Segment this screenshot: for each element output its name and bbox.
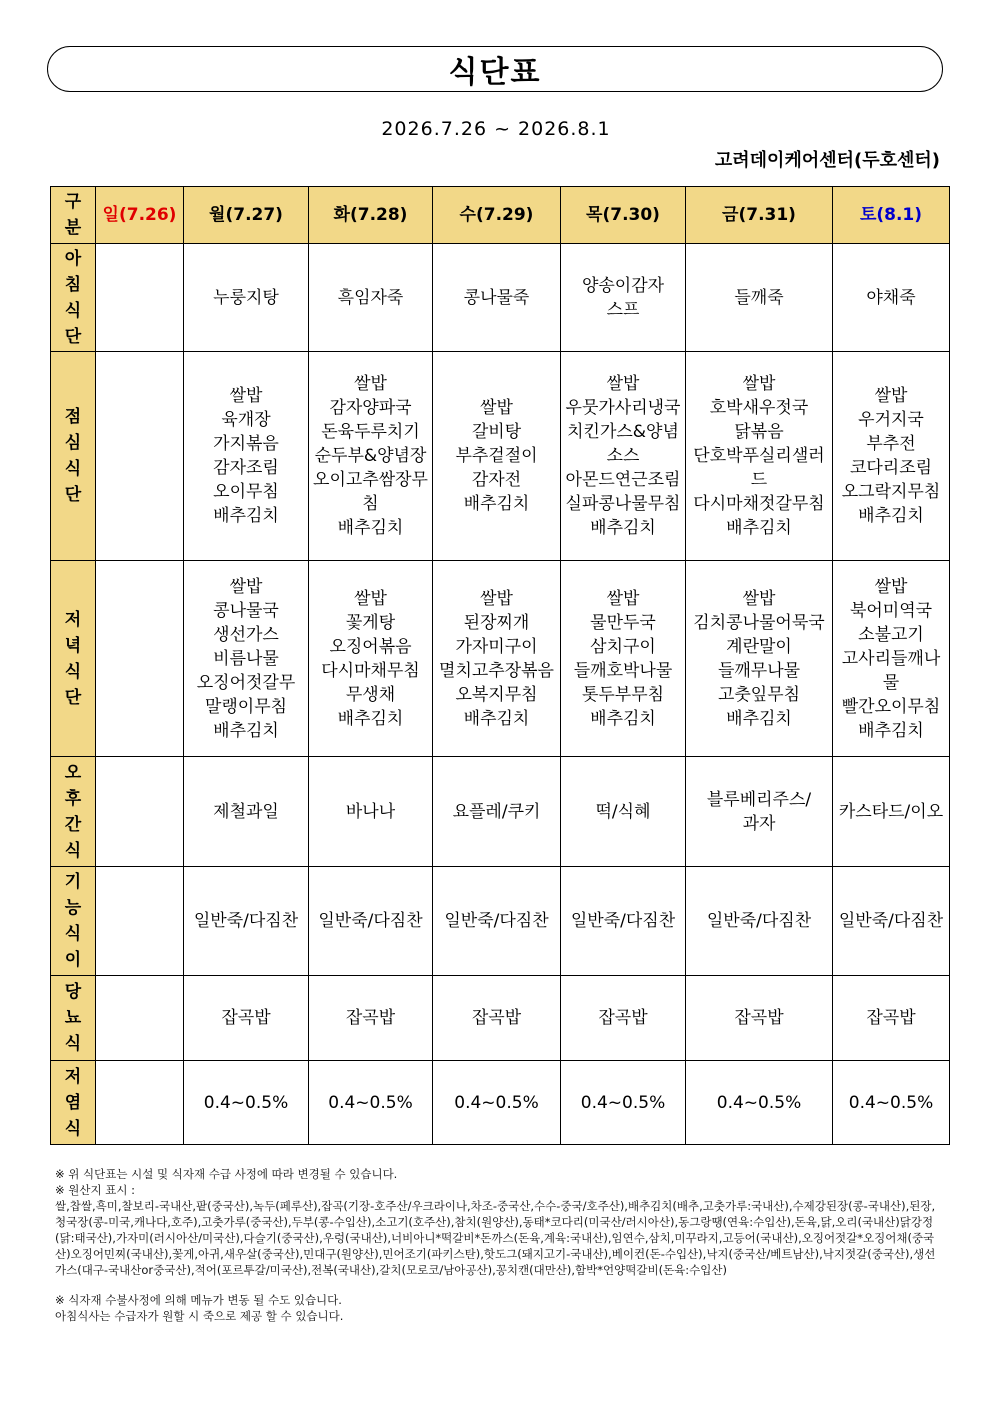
menu-item: 생선가스 xyxy=(213,624,279,645)
menu-item: 쌀밥 xyxy=(742,588,776,609)
menu-item: 삼치구이 xyxy=(590,636,656,657)
functional-cell xyxy=(833,867,950,976)
menu-item: 들깨무나물 xyxy=(717,660,801,681)
menu-item: 감자조림 xyxy=(213,458,279,478)
dinner-row xyxy=(51,561,950,757)
day-mon: 월(7.27) xyxy=(184,187,309,244)
menu-item: 소불고기 xyxy=(858,624,924,645)
menu-item: 배추김치 xyxy=(858,720,924,741)
menu-item: 쌀밥 xyxy=(480,588,513,609)
menu-item: 단호박푸실리샐러 xyxy=(693,446,825,466)
menu-item: 배추김치 xyxy=(590,518,656,538)
note-change: ※ 위 식단표는 시설 및 식자재 수급 사정에 따라 변경될 수 있습니다. xyxy=(55,1167,398,1181)
menu-item: 된장찌개 xyxy=(463,612,530,633)
menu-item: 소스 xyxy=(606,446,640,466)
menu-item: 잡곡밥 xyxy=(471,1008,522,1028)
menu-item: 잡곡밥 xyxy=(221,1008,271,1028)
menu-item: 오그락지무침 xyxy=(841,482,941,502)
menu-item: 우뭇가사리냉국 xyxy=(565,398,681,418)
day-sat: 토(8.1) xyxy=(833,187,950,244)
lunch-label: 점심식단 xyxy=(51,352,96,561)
snack-cell xyxy=(433,757,561,867)
menu-item: 쌀밥 xyxy=(606,374,640,394)
menu-item: 우거지국 xyxy=(858,410,924,430)
note-breakfast: 아침식사는 수급자가 원할 시 죽으로 제공 할 수 있습니다. xyxy=(55,1309,344,1323)
menu-item: 일반죽/다짐찬 xyxy=(444,911,549,931)
menu-item: 감자전 xyxy=(471,470,522,490)
lowsalt-label: 저염식 xyxy=(51,1061,96,1145)
day-tue: 화(7.28) xyxy=(309,187,433,244)
menu-item: 과자 xyxy=(742,813,776,834)
menu-item: 물만두국 xyxy=(590,612,656,633)
menu-item: 0.4~0.5% xyxy=(203,1092,289,1113)
menu-item: 블루베리주스/ xyxy=(706,789,812,810)
diabetic-cell xyxy=(309,976,433,1061)
menu-item: 배추김치 xyxy=(726,518,792,538)
functional-cell xyxy=(686,867,833,976)
menu-item: 야채죽 xyxy=(866,287,916,308)
lunch-row xyxy=(51,352,950,561)
menu-item: 0.4~0.5% xyxy=(848,1092,934,1113)
diabetic-label: 당뇨식 xyxy=(51,976,96,1061)
menu-item: 쌀밥 xyxy=(229,386,263,406)
lowsalt-cell xyxy=(561,1061,686,1145)
lunch-cell xyxy=(433,352,561,561)
menu-item: 돈육두루치기 xyxy=(321,422,420,442)
page-title: 식단표 xyxy=(448,55,542,90)
menu-item: 순두부&양념장 xyxy=(314,446,427,466)
menu-item: 고춧잎무침 xyxy=(717,684,801,705)
menu-item: 무생채 xyxy=(345,684,396,705)
functional-cell xyxy=(433,867,561,976)
snack-cell xyxy=(184,757,309,867)
diabetic-cell xyxy=(686,976,833,1061)
snack-cell xyxy=(561,757,686,867)
diabetic-cell xyxy=(96,976,184,1061)
menu-item: 일반죽/다짐찬 xyxy=(318,911,423,931)
menu-item: 비름나물 xyxy=(213,648,279,669)
menu-item: 0.4~0.5% xyxy=(328,1092,413,1113)
diabetic-cell xyxy=(184,976,309,1061)
diabetic-cell xyxy=(833,976,950,1061)
snack-cell xyxy=(686,757,833,867)
menu-item: 들깨죽 xyxy=(734,287,784,308)
menu-item: 오이무침 xyxy=(213,482,279,502)
menu-item: 실파콩나물무침 xyxy=(565,494,681,514)
menu-item: 쌀밥 xyxy=(229,576,263,597)
menu-item: 오징어젓갈무 xyxy=(196,672,296,693)
menu-item: 빨간오이무침 xyxy=(841,696,941,717)
snack-label: 오후간식 xyxy=(51,757,96,867)
lunch-cell xyxy=(96,352,184,561)
menu-item: 호박새우젓국 xyxy=(709,398,809,418)
menu-item: 콩나물국 xyxy=(213,600,279,621)
menu-item: 김치콩나물어묵국 xyxy=(693,612,825,633)
menu-item: 쌀밥 xyxy=(742,374,776,394)
menu-item: 쌀밥 xyxy=(606,588,640,609)
menu-item: 흑임자죽 xyxy=(337,287,404,308)
functional-cell xyxy=(309,867,433,976)
menu-item: 꽃게탕 xyxy=(345,612,396,633)
breakfast-cell xyxy=(833,244,950,352)
lunch-cell xyxy=(833,352,950,561)
header-label: 구분 xyxy=(51,187,96,244)
day-fri: 금(7.31) xyxy=(686,187,833,244)
functional-row xyxy=(51,867,950,976)
date-range: 2026.7.26 ~ 2026.8.1 xyxy=(381,118,611,140)
menu-item: 치킨가스&양념 xyxy=(567,422,679,442)
snack-cell xyxy=(833,757,950,867)
menu-item: 부추겉절이 xyxy=(455,446,538,466)
menu-table xyxy=(50,186,950,1145)
header-row xyxy=(51,187,950,244)
dinner-cell xyxy=(833,561,950,757)
menu-item: 떡/식혜 xyxy=(595,801,651,822)
diabetic-cell xyxy=(433,976,561,1061)
lowsalt-cell xyxy=(184,1061,309,1145)
dinner-cell xyxy=(561,561,686,757)
lunch-cell xyxy=(686,352,833,561)
menu-item: 육개장 xyxy=(221,410,271,430)
breakfast-cell xyxy=(561,244,686,352)
menu-item: 잡곡밥 xyxy=(866,1008,916,1028)
menu-item: 배추김치 xyxy=(337,708,404,729)
title-box xyxy=(47,46,943,92)
dinner-cell xyxy=(96,561,184,757)
note-origin-list: 쌀,찹쌀,흑미,찰보리-국내산,팥(중국산),녹두(페루산),잡곡(기장-호주산/우크라이나,차조-중국산,수수-중국/호주산),배추김치(배추,고춧가루:국내산),수제강된장(콩-국내산),된장,청국장(콩-미국,캐나다,호주),고춧가루(중국산),두부(콩-수입산),소고기(호주산),참치(원양산),동태*코다리(미국산/러시아산),동그랑땡(연육:수입산),돈육,닭,오리(국내산)닭강정(닭:태국산),가자미(러시아산/미국산),다슬기(중국산),우렁(국내산),너비아니*떡갈비*돈까스(돈육,계육:국내산),임연수,삼치,미꾸라지,고등어(국내산),오징어젓갈*오징어채(중국산)오징어민찌(국내산),꽃게,아귀,새우살(중국산),민대구(원양산),민어조기(파키스탄),핫도그(돼지고기-국내산),베이컨(돈-수입산),낙지(중국산/베트남산),낙지젓갈(중국산),생선가스(대구-국내산or중국산),적어(포르투갈/미국산),전복(국내산),갈치(모로코/남아공산),꽁치캔(대만산),함박*언양떡갈비(돈육:수입산) xyxy=(55,1199,936,1277)
dinner-cell xyxy=(433,561,561,757)
dinner-cell xyxy=(184,561,309,757)
diabetic-cell xyxy=(561,976,686,1061)
menu-item: 스프 xyxy=(606,299,640,320)
menu-item: 바나나 xyxy=(345,801,396,822)
menu-item: 양송이감자 xyxy=(581,275,665,296)
breakfast-cell xyxy=(184,244,309,352)
lunch-cell xyxy=(561,352,686,561)
menu-item: 톳두부무침 xyxy=(581,684,665,705)
menu-item: 누룽지탕 xyxy=(213,287,279,308)
snack-cell xyxy=(96,757,184,867)
menu-item: 일반죽/다짐찬 xyxy=(838,911,944,931)
menu-item: 0.4~0.5% xyxy=(716,1092,802,1113)
menu-item: 오이고추쌈장무 xyxy=(313,470,428,490)
note-supply: ※ 식자재 수불사정에 의해 메뉴가 변동 될 수도 있습니다. xyxy=(55,1293,342,1307)
breakfast-cell xyxy=(309,244,433,352)
lowsalt-row xyxy=(51,1061,950,1145)
menu-item: 오징어볶음 xyxy=(329,636,412,657)
menu-item: 배추김치 xyxy=(726,708,792,729)
day-thu: 목(7.30) xyxy=(561,187,686,244)
breakfast-cell xyxy=(96,244,184,352)
breakfast-row xyxy=(51,244,950,352)
menu-item: 멸치고추장볶음 xyxy=(439,660,554,681)
lunch-cell xyxy=(309,352,433,561)
menu-item: 부추전 xyxy=(866,434,916,454)
menu-item: 일반죽/다짐찬 xyxy=(706,911,812,931)
menu-item: 배추김치 xyxy=(463,494,530,514)
menu-item: 가자미구이 xyxy=(455,636,538,657)
lowsalt-cell xyxy=(686,1061,833,1145)
menu-item: 감자양파국 xyxy=(329,398,412,418)
lowsalt-cell xyxy=(96,1061,184,1145)
menu-item: 0.4~0.5% xyxy=(454,1092,539,1113)
menu-item: 배추김치 xyxy=(463,708,530,729)
menu-item: 아몬드연근조림 xyxy=(565,470,681,490)
notes xyxy=(55,1166,943,1324)
menu-item: 고사리들깨나물 xyxy=(841,648,941,693)
menu-item: 잡곡밥 xyxy=(345,1008,396,1028)
dinner-label: 저녁식단 xyxy=(51,561,96,757)
note-origin-label: ※ 원산지 표시 : xyxy=(55,1183,136,1197)
menu-item: 쌀밥 xyxy=(354,374,387,394)
day-wed: 수(7.29) xyxy=(433,187,561,244)
functional-cell xyxy=(561,867,686,976)
day-sun: 일(7.26) xyxy=(96,187,184,244)
functional-cell xyxy=(96,867,184,976)
menu-item: 다시마채젓갈무침 xyxy=(693,494,825,514)
snack-cell xyxy=(309,757,433,867)
lowsalt-cell xyxy=(833,1061,950,1145)
menu-item: 갈비탕 xyxy=(471,422,522,442)
menu-item: 쌀밥 xyxy=(874,576,908,597)
menu-item: 북어미역국 xyxy=(849,600,933,621)
menu-item: 침 xyxy=(362,494,379,514)
menu-item: 배추김치 xyxy=(337,518,404,538)
lowsalt-cell xyxy=(433,1061,561,1145)
menu-item: 쌀밥 xyxy=(354,588,387,609)
menu-item: 코다리조림 xyxy=(849,458,933,478)
dinner-cell xyxy=(309,561,433,757)
menu-item: 배추김치 xyxy=(858,506,924,526)
menu-item: 쌀밥 xyxy=(874,386,908,406)
menu-item: 콩나물죽 xyxy=(463,287,530,308)
snack-row xyxy=(51,757,950,867)
dinner-cell xyxy=(686,561,833,757)
menu-item: 배추김치 xyxy=(213,506,279,526)
functional-cell xyxy=(184,867,309,976)
functional-label: 기능식이 xyxy=(51,867,96,976)
menu-item: 배추김치 xyxy=(213,720,279,741)
menu-item: 들깨호박나물 xyxy=(573,660,673,681)
lowsalt-cell xyxy=(309,1061,433,1145)
breakfast-cell xyxy=(686,244,833,352)
menu-item: 일반죽/다짐찬 xyxy=(193,911,299,931)
menu-item: 다시마채무침 xyxy=(321,660,420,681)
menu-item: 말랭이무침 xyxy=(204,696,288,717)
menu-item: 제철과일 xyxy=(213,801,279,822)
lunch-cell xyxy=(184,352,309,561)
menu-item: 계란말이 xyxy=(726,636,792,657)
menu-item: 닭볶음 xyxy=(734,422,784,442)
diabetic-row xyxy=(51,976,950,1061)
menu-item: 일반죽/다짐찬 xyxy=(570,911,676,931)
center-name: 고려데이케어센터(두호센터) xyxy=(714,150,940,171)
menu-item: 쌀밥 xyxy=(480,398,513,418)
menu-item: 카스타드/이오 xyxy=(838,801,944,822)
menu-item: 가지볶음 xyxy=(213,434,279,454)
menu-item: 드 xyxy=(750,470,768,490)
menu-item: 오복지무침 xyxy=(455,684,538,705)
menu-item: 잡곡밥 xyxy=(598,1008,648,1028)
menu-item: 잡곡밥 xyxy=(734,1008,784,1028)
menu-item: 요플레/쿠키 xyxy=(452,801,541,822)
breakfast-label: 아침식단 xyxy=(51,244,96,352)
breakfast-cell xyxy=(433,244,561,352)
menu-item: 배추김치 xyxy=(590,708,656,729)
menu-item: 0.4~0.5% xyxy=(580,1092,666,1113)
